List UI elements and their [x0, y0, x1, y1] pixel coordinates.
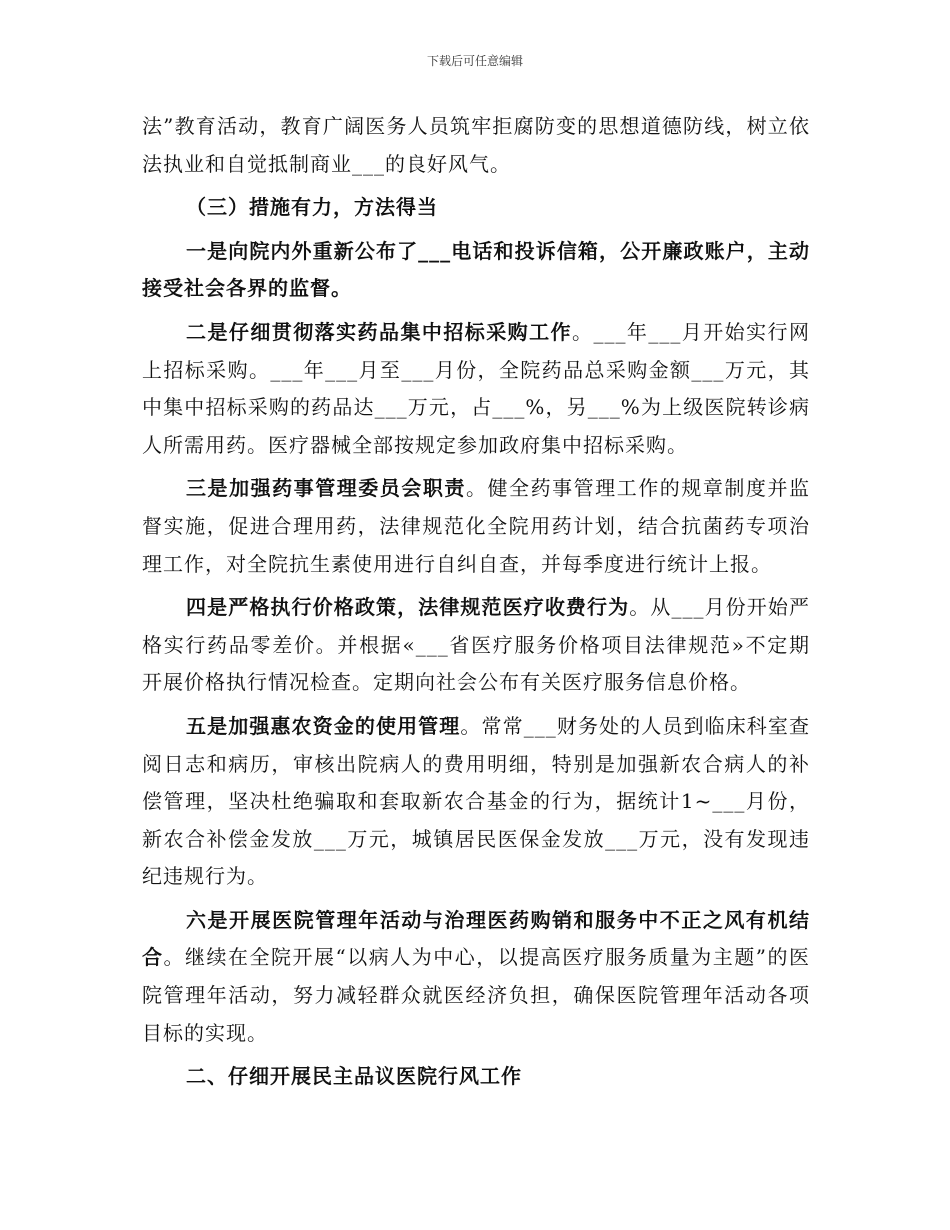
item-2-lead: 二是仔细贯彻落实药品集中招标采购工作 [186, 319, 572, 344]
item-5-lead: 五是加强惠农资金的使用管理 [186, 713, 461, 738]
item-3-lead: 三是加强药事管理委员会职责 [186, 476, 466, 501]
paragraph-item-3 [142, 470, 810, 583]
paragraph-item-5 [142, 708, 810, 896]
paragraph-intro: 法”教育活动，教育广阔医务人员筑牢拒腐防变的思想道德防线，树立依法执业和自觉抵制商业___的良好风气。 [142, 114, 810, 176]
item-6-body: 。继续在全院开展“以病人为中心，以提高医疗服务质量为主题”的医院管理年活动，努力减轻群众就医经济负担，确保医院管理年活动各项目标的实现。 [142, 945, 811, 1045]
paragraph-item-2 [142, 314, 810, 464]
item-4-lead: 四是严格执行价格政策，法律规范医疗收费行为 [186, 595, 630, 620]
section-heading-democratic-review: 二、仔细开展民主品议医院行风工作 [186, 1064, 522, 1089]
item-5-body: 。常常___财务处的人员到临床科室查阅日志和病历，审核出院病人的费用明细，特别是加强新农合病人的补偿管理，坚决杜绝骗取和套取新农合基金的行为，据统计1~___月份，新农合补偿金发放___万元，城镇居民医保金发放___万元，没有发现违纪违规行为。 [142, 713, 811, 889]
document-body [142, 108, 810, 1096]
item-4-body: 。从___月份开始严格实行药品零差价。并根据«___省医疗服务价格项目法律规范»不定期开展价格执行情况检查。定期向社会公布有关医疗服务信息价格。 [142, 595, 811, 695]
paragraph-item-4 [142, 589, 810, 702]
item-2-body: 。___年___月开始实行网上招标采购。___年___月至___月份，全院药品总采购金额___万元，其中集中招标采购的药品达___万元，占___%，另___%为上级医院转诊病人所需用药。医疗器械全部按规定参加政府集中招标采购。 [142, 319, 810, 457]
paragraph-item-6 [142, 902, 810, 1052]
item-6-lead: 六是开展医院管理年活动与治理医药购销和服务中不正之风有机结合 [142, 907, 810, 970]
item-3-body: 。健全药事管理工作的规章制度并监督实施，促进合理用药，法律规范化全院用药计划，结合抗菌药专项治理工作，对全院抗生素使用进行自纠自查，并每季度进行统计上报。 [142, 476, 811, 576]
section-heading-measures: （三）措施有力，方法得当 [186, 195, 438, 220]
page-header: 下载后可任意编辑 [426, 54, 523, 68]
paragraph-item-1: 一是向院内外重新公布了___电话和投诉信箱，公开廉政账户，主动接受社会各界的监督。 [142, 238, 810, 301]
